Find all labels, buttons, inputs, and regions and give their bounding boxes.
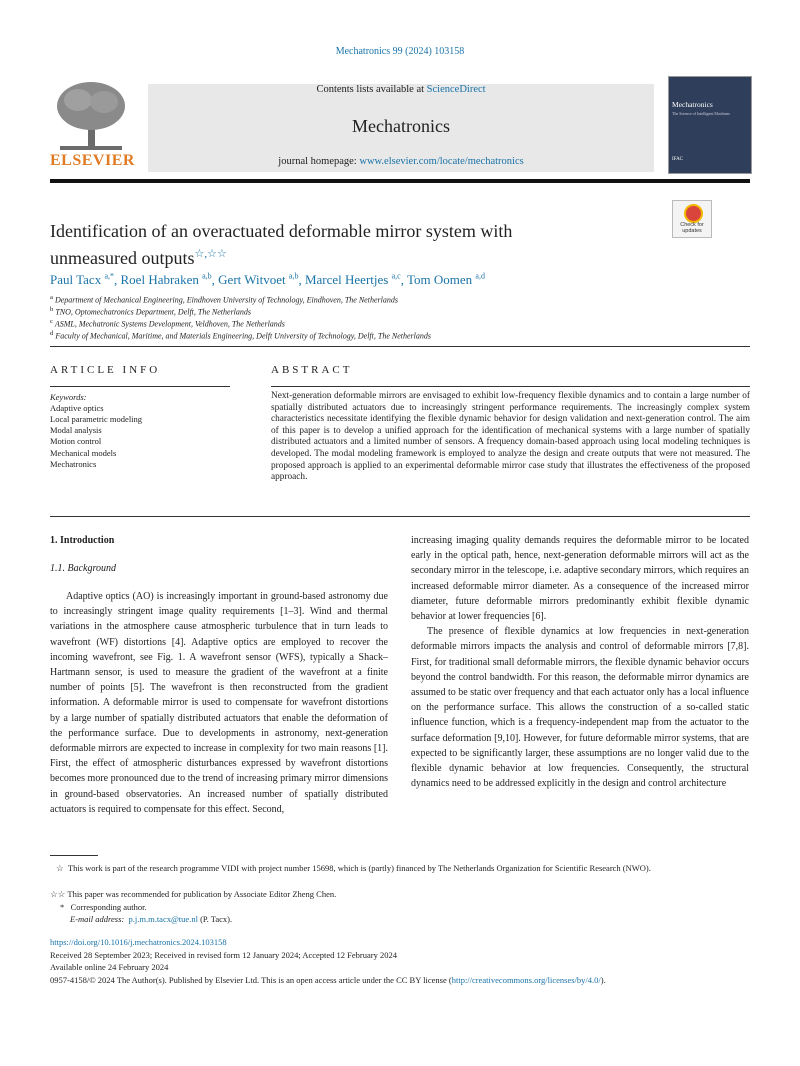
- subsection-heading: 1.1. Background: [50, 563, 117, 574]
- contents-prefix: Contents lists available at: [316, 84, 427, 95]
- email-suffix: (P. Tacx).: [197, 914, 233, 924]
- title-footnote-marks[interactable]: ☆,☆☆: [194, 248, 227, 260]
- keyword: Mechatronics: [50, 459, 97, 469]
- paragraph: The presence of flexible dynamics at low frequencies in next-generation deformable mirrors impacts the analysis and control of deformable mirrors [7,8]. First, for traditional small deformable mirrors, the flexible dynamic behavior occurs beyond the control bandwidth. For this reason, the deformable mirror dynamics are assumed to be static over frequency and that each actuator only has a local influence on the performance surface. This allows the construction of a so-called static influence function, which is a frequency-independent map from the actuator to the surface deformation [9,10]. However, for future deformable mirror systems, that are expected to be significantly larger, these assumptions are no longer valid due to the flexible dynamic behavior at low frequencies. Consequently, the structural dynamics need to be addressed explicitly in the design and control architecture: [411, 626, 749, 790]
- abstract-heading: ABSTRACT: [271, 364, 353, 376]
- journal-citation[interactable]: Mechatronics 99 (2024) 103158: [335, 46, 465, 57]
- journal-homepage-line: [148, 156, 654, 167]
- doi-link[interactable]: https://doi.org/10.1016/j.mechatronics.2024.103158: [50, 937, 227, 947]
- homepage-prefix: journal homepage:: [278, 156, 360, 167]
- email-line: [50, 913, 770, 925]
- title-line-1: Identification of an overactuated deformable mirror system with: [50, 221, 513, 241]
- footnote: ☆ This work is part of the research programme VIDI with project number 15698, which is (partly) financed by The Netherlands Organization for Scientific Research (NWO).: [56, 863, 651, 873]
- copyright-line: [50, 974, 750, 986]
- copyright-suffix: ).: [600, 975, 606, 985]
- title-line-2: unmeasured outputs: [50, 248, 195, 268]
- keyword: Local parametric modeling: [50, 414, 143, 424]
- article-info-heading: ARTICLE INFO: [50, 364, 161, 376]
- affiliation: $^a$ Department of Mechanical Engineering, Eindhoven University of Technology, Eindhoven, The Netherlands: [50, 294, 398, 305]
- author[interactable]: Roel Habraken $^{a,b}$: [120, 272, 212, 288]
- footnote: ☆☆ This paper was recommended for publication by Associate Editor Zheng Chen.: [50, 889, 337, 899]
- abstract-text: Next-generation deformable mirrors are envisaged to exhibit low-frequency flexible dynamics and to contain a large number of spatially distributed actuators due to increasingly stringent performance requirements. The increasingly complex system characteristics necessitate identifying the flexible dynamic behavior for design validation and next-generation control. The aim of this paper is to develop a unified approach for the identification of mechanical systems with a large number of spatially distributed actuators and a limited number of sensors. A frequency domain-based approach using local modeling techniques is developed. The modal modeling framework is employed to analyze the design and create outputs that were not measured. The proposed approach is applied to an experimental deformable mirror case study that illustrates the effectiveness of the proposed approach.: [271, 391, 750, 483]
- footnote: * Corresponding author.: [60, 902, 147, 912]
- cover-subtitle: The Science of Intelligent Machines: [672, 111, 730, 116]
- body-column-right: [411, 533, 749, 791]
- crossmark-text-1: Check for: [680, 222, 704, 228]
- email-label: E-mail address:: [70, 914, 125, 924]
- footnote-rule: [50, 855, 98, 856]
- received-dates: Received 28 September 2023; Received in revised form 12 January 2024; Accepted 12 February 2024: [50, 950, 397, 960]
- keywords-label: Keywords:: [50, 392, 87, 402]
- email-link[interactable]: p.j.m.m.tacx@tue.nl: [128, 914, 198, 924]
- license-link[interactable]: http://creativecommons.org/licenses/by/4.0/: [451, 975, 601, 985]
- affiliation: $^c$ ASML, Mechatronic Systems Development, Veldhoven, The Netherlands: [50, 318, 285, 329]
- affiliations-divider: [50, 346, 750, 347]
- affiliation: $^d$ Faculty of Mechanical, Maritime, and Materials Engineering, Delft University of Technology, Delft, The Netherlands: [50, 330, 431, 341]
- cover-title: Mechatronics: [672, 100, 713, 109]
- author[interactable]: Tom Oomen $^{a,d}$: [406, 272, 485, 288]
- crossmark-icon: [684, 204, 703, 223]
- footnote-mark: ☆☆: [50, 889, 66, 899]
- body-column-left: [50, 589, 388, 817]
- author-list: Paul Tacx $^{a,*}$, Roel Habraken $^{a,b}$, Gert Witvoet $^{a,b}$, Marcel Heertjes $^{a,c}$, Tom Oomen $^{a,d}$: [50, 272, 485, 288]
- cover-ifac: IFAC: [672, 157, 684, 162]
- elsevier-wordmark: ELSEVIER: [50, 152, 135, 169]
- footnote-mark: ☆: [56, 863, 64, 873]
- section-heading: 1. Introduction: [50, 535, 115, 546]
- available-online: Available online 24 February 2024: [50, 962, 169, 972]
- abstract-rule: [271, 386, 750, 387]
- journal-homepage-link[interactable]: www.elsevier.com/locate/mechatronics: [359, 156, 524, 167]
- author[interactable]: Marcel Heertjes $^{a,c}$: [304, 272, 401, 288]
- keywords-rule: [50, 386, 230, 387]
- contents-line: [148, 84, 654, 95]
- check-for-updates-badge[interactable]: [672, 200, 712, 238]
- paragraph: increasing imaging quality demands requires the deformable mirror to be located early in the optical path, hence, next-generation deformable mirrors will act as the secondary mirror in the telescope, i.e. adaptive secondary mirrors, which requires an increased deformable mirror diameter. As a consequence of the increased mirror diameter, future deformable mirrors predominantly exhibit flexible dynamic behavior at lower frequencies [6].: [411, 535, 749, 623]
- keyword: Modal analysis: [50, 425, 102, 435]
- keyword: Motion control: [50, 436, 102, 446]
- crossmark-text-2: updates: [682, 228, 702, 234]
- footnote-mark: *: [60, 902, 65, 912]
- affiliation: $^b$ TNO, Optomechatronics Department, Delft, The Netherlands: [50, 306, 252, 317]
- author[interactable]: Paul Tacx $^{a,*}$: [50, 272, 115, 288]
- paragraph: Adaptive optics (AO) is increasingly important in ground-based astronomy due to increasingly stringent image quality requirements [1–3]. Wind and thermal variations in the atmosphere cause atmospheric turbulence that in turn leads to wavefront (WF) distortions [4]. Adaptive optics are employed to recover the incoming wavefront, see Fig. 1. A wavefront sensor (WFS), typically a Shack–Hartmann sensor, is used to measure the gradient of the wavefront at a finite number of points [5]. The wavefront is then reconstructed from the gradient information. A deformable mirror is used to compensate for wavefront distortions by a large number of spatially distributed actuators that enable the deformation of the performance surface. Due to developments in astronomy, next-generation deformable mirrors are expected to increase in complexity for two main reasons [1]. First, the effect of atmospheric disturbances expressed by wavefront distortions becomes more pronounced due to the trend of increasing primary mirror dimensions in ground-based observatories. An increased number of spatially distributed actuators is required to compensate for this effect. Second,: [50, 591, 388, 815]
- author[interactable]: Gert Witvoet $^{a,b}$: [218, 272, 299, 288]
- front-matter-divider: [50, 516, 750, 517]
- keyword: Adaptive optics: [50, 403, 104, 413]
- article-title: [50, 220, 650, 270]
- sciencedirect-link[interactable]: ScienceDirect: [426, 84, 486, 95]
- keyword: Mechanical models: [50, 448, 117, 458]
- copyright-prefix: 0957-4158/© 2024 The Author(s). Published by Elsevier Ltd. This is an open access article under the CC BY license (: [50, 975, 452, 985]
- header-divider: [50, 179, 750, 183]
- journal-name: Mechatronics: [352, 116, 450, 136]
